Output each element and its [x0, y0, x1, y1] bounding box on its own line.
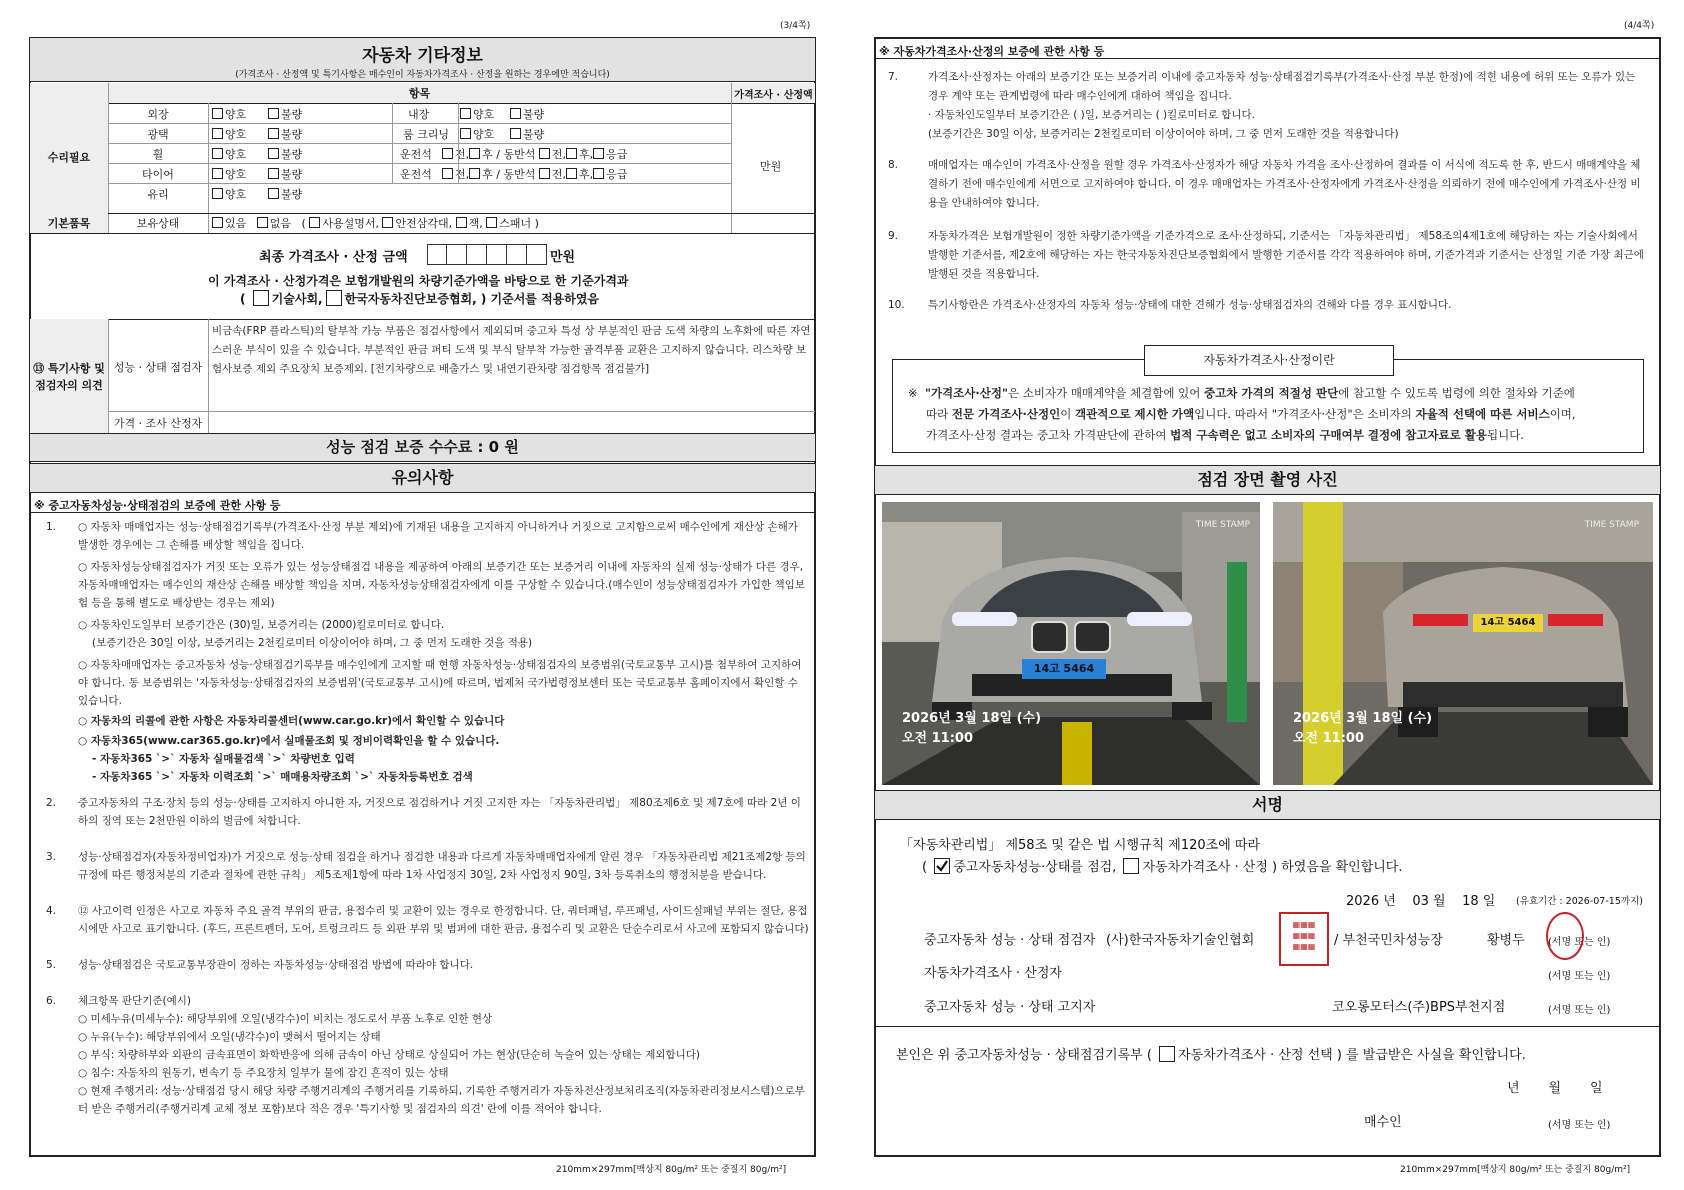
paper-spec: 210mm×297mm[백상지 80g/m² 또는 중질지 80g/m²] — [556, 1165, 787, 1175]
signer-label: 자동차가격조사 · 산정자 — [924, 966, 1062, 981]
section-header — [30, 38, 815, 82]
buyer-date: 년 월 일 — [1507, 1081, 1603, 1096]
price-notice-list — [888, 68, 1648, 315]
signer-person: 황병두 — [1487, 933, 1525, 948]
inspection-photo-rear — [1273, 502, 1653, 785]
notice-item: 7. 가격조사·산정자는 아래의 보증기간 또는 보증거리 이내에 중고자동차 성능·상태점검기록부(가격조사·산정 부분 한정)에 적힌 내용에 허위 또는 오류가 있는 경우 계약 또는 관계법령에 따라 매수인에게 대하여 책임을 집니다. · 자동차인도일부터 보증기간은 ( )일, 보증거리는 ( )킬로미터로 합니다. (보증기간은 30일 이상, 보증거리는 2천킬로미터 이상이어야 하며, 그 중 먼저 도래한 것을 적용합니다) — [888, 71, 1636, 140]
notice-item: 1. ○ 자동차 매매업자는 성능·상태점검기록부(가격조사·산정 부분 제외)에 기재된 내용을 고지하지 아니하거나 거짓으로 고지함으로써 매수인에게 재산상 손해가 발생한 경우에는 그 손해를 배상할 책임을 집니다. ○ 자동차성능상태점검자가 거짓 또는 오류가 있는 성능상태점검 내용을 제공하여 아래의 보증기간 또는 보증거리 이내에 자동차의 실제 성능·상태가 다른 경우, 자동차매매업자는 매수인의 재산상 손해를 배상할 책임을 지며, 자동차성능상태점검자에게 이를 구상할 수 있습니다.(매수인이 성능상태점검자가 가입한 책임보험 등을 통해 별도로 배상받는 경우는 제외) ○ 자동차인도일부터 보증기간은 (30)일, 보증거리는 (2000)킬로미터로 합니다. (보증기간은 30일 이상, 보증거리는 2천킬로미터 이상이어야 하며, 그 중 먼저 도래한 것을 적용) ○ 자동차매매업자는 중고자동차 성능·상태점검기록부를 매수인에게 고지할 때 현행 자동차성능·상태점검자의 보증범위(국토교통부 고시)를 첨부하여 고지하여야 합니다. 동 보증범위는 '자동차성능·상태점검자의 보증범위'(국토교통부 고시)에 따르며, 법제처 국가법령정보센터 또는 국토교통부 홈페이지에서 확인할 수 있습니다. ○ 자동차의 리콜에 관한 사항은 자동차리콜센터(www.car.go.kr)에서 확인할 수 있습니다 ○ 자동차365(www.car365.go.kr)에서 실매물조회 및 정비이력확인을 할 수 있습니다. - 자동차365 `>` 자동차 실매물검색 `>` 차량번호 입력 - 자동차365 `>` 자동차 이력조회 `>` 매매용차량조회 `>` 자동차등록번호 검색 — [46, 521, 805, 783]
definition-title: 자동차가격조사·산정이란 — [1144, 345, 1394, 376]
checkbox[interactable] — [460, 108, 471, 119]
notice-item: 2. 중고자동차의 구조·장치 등의 성능·상태를 고지하지 아니한 자, 거짓으로 점검하거나 거짓 고지한 자는 「자동차관리법」 제80조제6호 및 제7호에 따라 2년 이하의 징역 또는 2천만원 이하의 벌금에 처합니다. — [46, 797, 801, 827]
checkbox[interactable] — [510, 128, 521, 139]
definition-text: ※ "가격조사·산정"은 소비자가 매매계약을 체결함에 있어 중고차 가격의 적절성 판단에 참고할 수 있도록 법령에 의한 절차와 기준에 따라 전문 가격조사·산정인이 객관적으로 제시한 가액입니다. 따라서 "가격조사·산정"은 소비자의 자율적 선택에 따른 서비스이며, 가격조사·산정 결과는 중고차 가격판단에 관하여 법적 구속력은 없고 소비자의 구매여부 결정에 참고자료로 활용됩니다. — [908, 386, 1576, 442]
special-notes-text: 비금속(FRP 플라스틱)의 탈부착 가능 부품은 점검사항에서 제외되며 중고차 특성 상 부분적인 판금 도색 차량의 노후화에 따른 자연스러운 부식이 있을 수 있습니다. 부분적인 판금 퍼티 도색 및 부식 탈부착 가능한 골격부품 교환은 고지하지 않습니다. 리스차량 보험사보증 제외 주요장치 보증제외. [전기차량으로 배출가스 및 내연기관차량 점검항목 점검불가] — [212, 325, 811, 375]
checkbox[interactable] — [212, 108, 223, 119]
issue-date: 2026 년 03 월 18 일 — [1346, 894, 1496, 909]
license-plate: 14고 5464 — [1033, 662, 1095, 675]
notice-title: 유의사항 — [30, 463, 815, 493]
photo-section-title: 점검 장면 촬영 사진 — [875, 465, 1660, 495]
checkbox[interactable] — [212, 168, 223, 179]
checkbox[interactable] — [268, 148, 279, 159]
signature-hint: (서명 또는 인) — [1548, 1120, 1611, 1131]
photo-date: 2026년 3월 18일 (수) — [902, 711, 1042, 726]
checkbox-checked[interactable] — [934, 858, 950, 874]
photo-date: 2026년 3월 18일 (수) — [1293, 711, 1433, 726]
section-title: 자동차 기타정보 — [362, 46, 483, 66]
buyer-label: 매수인 — [1364, 1115, 1402, 1130]
notice-item: 5. 성능·상태점검은 국토교통부장관이 정하는 자동차성능·상태점검 방법에 따라야 합니다. — [46, 959, 474, 971]
basis-standards: ( 기술사회, 한국자동차진단보증협회, ) 기준서를 적용하였음 — [240, 292, 600, 306]
signature-hint: (서명 또는 인) — [1548, 971, 1611, 982]
notice-item: 6. 체크항목 판단기준(예시) ○ 미세누유(미세누수): 해당부위에 오일(냉각수)이 비치는 정도로서 부품 노후로 인한 현상 ○ 누유(누수): 해당부위에서 오일(냉각수)이 맺혀서 떨어지는 상태 ○ 부식: 차량하부와 외판의 금속표면이 화학반응에 의해 금속이 아닌 상태로 상실되어 가는 현상(단순히 녹슬어 있는 상태는 제외합니다) ○ 침수: 자동차의 원동기, 변속기 등 주요장치 일부가 물에 잠긴 흔적이 있는 상태 ○ 현재 주행거리: 성능·상태점검 당시 해당 차량 주행거리계의 주행거리를 기록하되, 기록한 주행거리가 자동차전산정보처리조직(자동차관리정보시스템)으로부터 받은 주행거리(주행거리계 교체 정보 포함)보다 적은 경우 '특기사항 및 점검자의 의견' 란에 이를 적어야 합니다. — [46, 995, 805, 1115]
signature-hint: (서명 또는 인) — [1548, 937, 1611, 948]
signer-label: 중고자동차 성능 · 상태 고지자 — [924, 1000, 1096, 1015]
checkbox[interactable] — [1123, 858, 1139, 874]
checkbox[interactable] — [212, 128, 223, 139]
warranty-heading: ※ 중고자동차성능·상태점검의 보증에 관한 사항 등 — [34, 499, 281, 512]
warranty-heading: ※ 자동차가격조사·산정의 보증에 관한 사항 등 — [879, 45, 1105, 58]
col-header-item: 항목 — [408, 87, 431, 100]
official-seal: ▦▦▦ ▦▦▦ ▦▦▦ — [1279, 912, 1329, 966]
page-number: (4/4쪽) — [1624, 21, 1655, 31]
final-amount-label: 최종 가격조사 · 산정 금액 — [259, 250, 408, 265]
signer-org: (사)한국자동차기술인협회 — [1106, 933, 1255, 948]
checkbox[interactable] — [268, 168, 279, 179]
inspection-photo-front — [882, 502, 1260, 785]
checkbox[interactable] — [212, 188, 223, 199]
repair-label: 수리필요 — [47, 151, 91, 164]
checkbox[interactable] — [460, 128, 471, 139]
validity: (유효기간 : 2026-07-15까지) — [1516, 896, 1643, 907]
notice-item: 3. 성능·상태점검자(자동차정비업자)가 거짓으로 성능·상태 점검을 하거나 점검한 내용과 다르게 자동차매매업자에게 알린 경우 「자동차관리법 제21조제2항 등의 규정에 따른 행정처분의 기준과 절차에 관한 규칙」 제5조제1항에 따라 1차 사업정지 30일, 2차 사업정지 90일, 3차 등록취소의 행정처분을 받습니다. — [46, 851, 806, 881]
price-inspector-label: 가격 · 조사 산정자 — [113, 417, 203, 430]
photo-time: 오전 11:00 — [1293, 731, 1365, 746]
license-plate: 14고 5464 — [1480, 617, 1536, 628]
notifier-org: 코오롱모터스(주)BPS부천지점 — [1332, 1000, 1506, 1015]
section-subtitle: (가격조사 · 산정액 및 특기사항은 매수인이 자동차가격조사 · 산정을 원하는 경우에만 적습니다) — [235, 70, 610, 80]
signer-branch: / 부천국민차성능장 — [1334, 933, 1443, 948]
photo-time: 오전 11:00 — [902, 731, 974, 746]
checkbox[interactable] — [268, 108, 279, 119]
col-header-price: 가격조사 · 산정액 — [734, 90, 813, 101]
law-reference: 「자동차관리법」 제58조 및 같은 법 시행규칙 제120조에 따라 — [900, 838, 1260, 853]
basic-items-options: 있음 없음 ( 사용설명서, 안전삼각대, 잭, 스패너 ) — [212, 215, 539, 231]
page-number: (3/4쪽) — [780, 21, 811, 31]
final-amount-field[interactable] — [427, 244, 547, 265]
price-unit: 만원 — [760, 160, 782, 173]
paper-spec: 210mm×297mm[백상지 80g/m² 또는 중질지 80g/m²] — [1400, 1165, 1631, 1175]
signer-label: 중고자동차 성능 · 상태 점검자 — [924, 933, 1096, 948]
buyer-confirmation: 본인은 위 중고자동차성능 · 상태점검기록부 ( 자동차가격조사 · 산정 선택 ) 를 발급받은 사실을 확인합니다. — [896, 1048, 1526, 1063]
basic-items-label: 기본품목 — [47, 217, 91, 230]
basis-line: 이 가격조사 · 산정가격은 보험개발원의 차량기준가액을 바탕으로 한 기준가격과 — [208, 274, 629, 288]
page-3: (3/4쪽) 자동차 기타정보 (가격조사 · 산정액 및 특기사항은 매수인이 자동차가격조사 · 산정을 원하는 경우에만 적습니다) 항목 가격조사 · 산정액 수리필요 만원 외장 양호 불량 내장 양호 불량 광택 양호 불량 룸 크리닝 양호 불량 휠 양호 불량 운전석 전, 후 / 동반석 전, 후, 응급 타이어 양호 불량 운전석 전, 후 / 동반석 전, 후, 응급 유리 양호 불량 기본품목 보유상태 있음 없음 ( 사용설명서, 안전삼각대, 잭, 스패너 ) 최종 가격조사 · 산정 금액 만원 이 가격조사 · 산정가격은 보험개발원의 차량기준가액을 바탕으로 한 기준가격과 ( 기술사회, 한국자동차진단보증협회, ) 기준서를 적용하였음 ⑬ 특기사항 및 점검자의 의견 성능 · 상태 점검자 가격 · 조사 산정자 비금속(FRP 플라스틱)의 탈부착 가능 부품은 점검사항에서 제외되며 중고차 특성 상 부분적인 판금 도색 차량의 노후화에 따른 자연스러운 부식이 있을 수 있습니다. 부분적인 판금 퍼티 도색 및 부식 탈부착 가능한 골격부품 교환은 고지하지 않습니다. 리스차량 보험사보증 제외 주요장치 보증제외. [전기차량으로 배출가스 및 내연기관차량 점검항목 점검불가] 성능 점검 보증 수수료 : 0 원 유의사항 ※ 중고자동차성능·상태점검의 보증에 관한 사항 등 1. ○ 자동차 매매업자는 성능·상태점검기록부(가격조사·산정 부분 제외)에 기재된 내용을 고지하지 아니하거나 거짓으로 고지함으로써 매수인에게 재산상 손해가 발생한 경우에는 그 손해를 배상할 책임을 집니다. ○ 자동차성능상태점검자가 거짓 또는 오류가 있는 성능상태점검 내용을 제공하여 아래의 보증기간 또는 보증거리 이내에 자동차의 실제 성능·상태가 다른 경우, 자동차매매업자는 매수인의 재산상 손해를 배상할 책임을 지며, 자동차성능상태점검자에게 이를 구상할 수 있습니다.(매수인이 성능상태점검자가 가입한 책임보험 등을 통해 별도로 배상받는 경우는 제외) ○ 자동차인도일부터 보증기간은 (30)일, 보증거리는 (2000)킬로미터로 합니다. (보증기간은 30일 이상, 보증거리는 2천킬로미터 이상이어야 하며, 그 중 먼저 도래한 것을 적용) ○ 자동차매매업자는 중고자동차 성능·상태점검기록부를 매수인에게 고지할 때 현행 자동차성능·상태점검자의 보증범위(국토교통부 고시)를 첨부하여 고지하여야 합니다. 동 보증범위는 '자동차성능·상태점검자의 보증범위'(국토교통부 고시)에 따르며, 법제처 국가법령정보센터 또는 국토교통부 홈페이지에서 확인할 수 있습니다. ○ 자동차의 리콜에 관한 사항은 자동차리콜센터(www.car.go.kr)에서 확인할 수 있습니다 ○ 자동차365(www.car365.go.kr)에서 실매물조회 및 정비이력확인을 할 수 있습니다. - 자동차365 `>` 자동차 실매물검색 `>` 차량번호 입력 - 자동차365 `>` 자동차 이력조회 `>` 매매용차량조회 `>` 자동차등록번호 검색 2. 중고자동차의 구조·장치 등의 성능·상태를 고지하지 아니한 자, 거짓으로 점검하거나 거짓 고지한 자는 「자동차관리법」 제80조제6호 및 제7호에 따라 2년 이하의 징역 또는 2천만원 이하의 벌금에 처합니다. 3. 성능·상태점검자(자동차정비업자)가 거짓으로 성능·상태 점검을 하거나 점검한 내용과 다르게 자동차매매업자에게 알린 경우 「자동차관리법 제21조제2항 등의 규정에 따른 행정처분의 기준과 절차에 관한 규칙」 제5조제1항에 따라 1차 사업정지 30일, 2차 사업정지 90일, 3차 등록취소의 행정처분을 받습니다. 4. ⑫ 사고이력 인정은 사고로 자동차 주요 골격 부위의 판금, 용접수리 및 교환이 있는 경우로 한정합니다. 단, 쿼터패널, 루프패널, 사이드실패널 부위는 절단, 용접 시에만 사고로 표기합니다. (후드, 프론트펜더, 도어, 트렁크리드 등 외판 부위 및 범퍼에 대한 판금, 용접수리 및 교환은 단순수리로서 사고에 포함되지 않습니다) 5. 성능·상태점검은 국토교통부장관이 정하는 자동차성능·상태점검 방법에 따라야 합니다. 6. 체크항목 판단기준(예시) ○ 미세누유(미세누수): 해당부위에 오일(냉각수)이 비치는 정도로서 부품 노후로 인한 현상 ○ 누유(누수): 해당부위에서 오일(냉각수)이 맺혀서 떨어지는 상태 ○ 부식: 차량하부와 외판의 금속표면이 화학반응에 의해 금속이 아닌 상태로 상실되어 가는 현상(단순히 녹슬어 있는 상태는 제외합니다) ○ 침수: 자동차의 원동기, 변속기 등 주요장치 일부가 물에 잠긴 흔적이 있는 상태 ○ 현재 주행거리: 성능·상태점검 당시 해당 차량 주행거리계의 주행거리를 기록하되, 기록한 주행거리가 자동차전산정보처리조직(자동차관리정보시스템)으로부터 받은 주행거리(주행거리계 교체 정보 포함)보다 적은 경우 '특기사항 및 점검자의 의견' 란에 이를 적어야 합니다. 210mm×297mm[백상지 80g/m² 또는 중질지 80g/m²] — [0, 0, 842, 1190]
perf-inspector-label: 성능 · 상태 점검자 — [113, 361, 203, 374]
time-stamp-label: TIME STAMP — [1584, 520, 1639, 530]
checkbox[interactable] — [510, 108, 521, 119]
notice-item: 8. 매매업자는 매수인이 가격조사·산정을 원할 경우 가격조사·산정자가 해당 자동차 가격을 조사·산정하여 결과를 이 서식에 적도록 한 후, 반드시 매매계약을 체결하기 전에 매수인에게 서면으로 고지하여야 합니다. 이 경우 매매업자는 가격조사·산정자에게 가격조사·산정을 의뢰하기 전에 매수인에게 가격조사·산정 비용을 안내하여야 합니다. — [888, 159, 1641, 209]
checkbox[interactable] — [1159, 1046, 1175, 1062]
notice-item: 4. ⑫ 사고이력 인정은 사고로 자동차 주요 골격 부위의 판금, 용접수리 및 교환이 있는 경우로 한정합니다. 단, 쿼터패널, 루프패널, 사이드실패널 부위는 절단, 용접 시에만 사고로 표기합니다. (후드, 프론트펜더, 도어, 트렁크리드 등 외판 부위 및 범퍼에 대한 판금, 용접수리 및 교환은 단순수리로서 사고에 포함되지 않습니다) — [46, 905, 809, 935]
page-4 — [842, 0, 1684, 1190]
checkbox[interactable] — [268, 188, 279, 199]
fee-bar: 성능 점검 보증 수수료 : 0 원 — [30, 433, 815, 462]
signature-section-title: 서명 — [875, 790, 1660, 820]
final-amount-unit: 만원 — [550, 250, 576, 265]
signature-hint: (서명 또는 인) — [1548, 1005, 1611, 1016]
checkbox[interactable] — [268, 128, 279, 139]
time-stamp-label: TIME STAMP — [1195, 520, 1250, 530]
notice-item: 10. 특기사항란은 가격조사·산정자의 자동차 성능·상태에 대한 견해가 성능·상태점검자의 견해와 다를 경우 표시합니다. — [888, 299, 1452, 311]
special-notes-label: ⑬ 특기사항 및 — [33, 362, 105, 375]
notice-item: 9. 자동차가격은 보험개발원이 정한 차량기준가액을 기준가격으로 조사·산정하되, 기준서는 「자동차관리법」 제58조의4제1호에 해당하는 자는 기술사회에서 발행한 기준서를, 제2호에 해당하는 자는 한국자동차진단보증협회에서 발행한 기준서를 각각 적용하여야 하며, 기준가격과 기준서는 산정일 기준 가장 최근에 발행된 것을 적용합니다. — [888, 230, 1644, 280]
checkbox[interactable] — [212, 148, 223, 159]
confirmation-line: ( 중고자동차성능·상태를 점검, 자동차가격조사 · 산정 ) 하였음을 확인합니다. — [922, 860, 1403, 875]
notice-list — [38, 518, 810, 1118]
